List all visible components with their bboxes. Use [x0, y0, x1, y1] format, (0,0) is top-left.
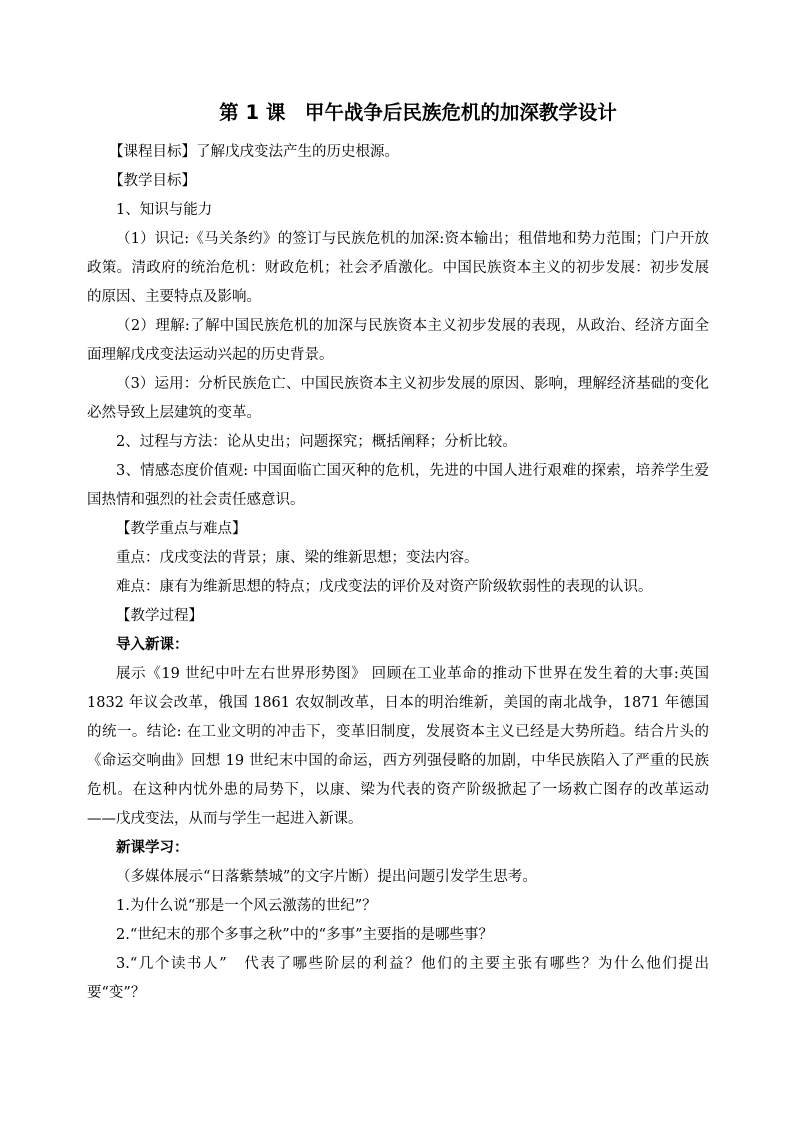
- difficult-points: 难点：康有为维新思想的特点；戊戌变法的评价及对资产阶级软弱性的表现的认识。: [116, 579, 653, 595]
- knowledge-item-1: （1）识记:《马关条约》的签订与民族危机的加深:资本输出；租借地和势力范围；门户开放政策。清政府的统治危机：财政危机；社会矛盾激化。中国民族资本主义的初步发展：初步发展的原因、主要特点及影响。: [87, 231, 709, 305]
- document-page: [87, 100, 709, 1008]
- course-goal: [87, 138, 709, 167]
- multimedia-text: （多媒体展示“日落紫禁城”的文字片断）提出问题引发学生思考。: [116, 869, 537, 885]
- process-method: 2、过程与方法：论从史出；问题探究；概括阐释；分析比较。: [116, 434, 517, 450]
- process-heading: 【教学过程】: [116, 608, 203, 624]
- key-difficult-heading: 【教学重点与难点】: [116, 521, 247, 537]
- knowledge-item-3: （3）运用：分析民族危亡、中国民族资本主义初步发展的原因、影响，理解经济基础的变化必然导致上层建筑的变革。: [87, 376, 709, 421]
- question-2: 2.“世纪末的那个多事之秋”中的“多事”主要指的是哪些事？: [116, 927, 493, 943]
- emotion-goal: 3、情感态度价值观: 中国面临亡国灭种的危机，先进的中国人进行艰难的探索，培养学生爱国热情和强烈的社会责任感意识。: [87, 463, 709, 508]
- course-goal-text: 了解戊戌变法产生的历史根源。: [196, 144, 399, 160]
- new-lesson-heading: 新课学习：: [116, 840, 189, 856]
- document-title: 第 1 课 甲午战争后民族危机的加深教学设计: [219, 101, 617, 124]
- teaching-goal-heading: 【教学目标】: [109, 173, 196, 189]
- question-3: 3.“几个读书人” 代表了哪些阶层的利益？他们的主要主张有哪些？为什么他们提出要“变”？: [87, 956, 709, 1001]
- course-goal-label: 【课程目标】: [109, 144, 196, 160]
- knowledge-item-2: （2）理解:了解中国民族危机的加深与民族资本主义初步发展的表现，从政治、经济方面全面理解戊戌变法运动兴起的历史背景。: [87, 318, 709, 363]
- intro-heading: 导入新课：: [116, 637, 189, 653]
- knowledge-heading: 1、知识与能力: [116, 202, 213, 218]
- question-1: 1.为什么说“那是一个风云激荡的世纪”？: [116, 898, 377, 914]
- key-points: 重点：戊戌变法的背景；康、梁的维新思想；变法内容。: [116, 550, 479, 566]
- intro-text: 展示《19 世纪中叶左右世界形势图》 回顾在工业革命的推动下世界在发生着的大事:英国 1832 年议会改革，俄国 1861 农奴制改革，日本的明治维新，美国的南北战争，1871 年德国的统一。结论: 在工业文明的冲击下，变革旧制度，发展资本主义已经是大势所趋。结合片头的《命运交响曲》回想 19 世纪末中国的命运，西方列强侵略的加剧，中华民族陷入了严重的民族危机。在这种内忧外患的局势下，以康、梁为代表的资产阶级掀起了一场救亡图存的改革运动——戊戌变法，从而与学生一起进入新课。: [87, 666, 709, 827]
